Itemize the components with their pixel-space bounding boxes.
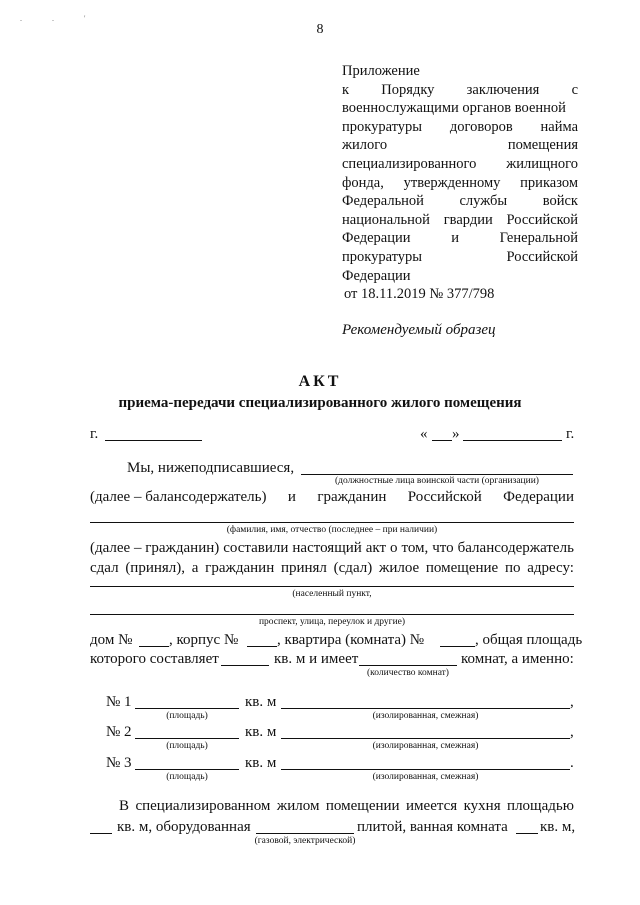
word: жилом [276, 798, 320, 814]
room-1-area-caption: (площадь) [166, 711, 208, 721]
appendix-line [342, 118, 578, 137]
word: к [342, 81, 350, 98]
word: прокуратуры [342, 248, 423, 265]
word: договоров [449, 118, 513, 135]
stove-type-field[interactable] [256, 833, 354, 834]
appendix-line [342, 136, 578, 155]
citizen-name-field[interactable] [90, 522, 574, 523]
rooms-suffix: комнат, а именно: [461, 651, 574, 667]
word: принял [280, 560, 327, 576]
kitchen-line [119, 798, 574, 815]
word: Российской [506, 211, 578, 228]
city-field[interactable] [105, 440, 202, 441]
document-subtitle: приема-передачи специализированного жилого помещения [118, 395, 522, 411]
bathroom-label: плитой, ванная комната [357, 819, 508, 835]
word: службы [459, 193, 508, 210]
stove-caption: (газовой, электрической) [254, 836, 356, 846]
word: гражданин [317, 489, 387, 505]
day-field[interactable] [432, 440, 452, 441]
officials-caption: (должностные лица воинской части (организации) [335, 476, 539, 486]
room-1-area-field[interactable] [135, 708, 239, 709]
room-3-area-caption: (площадь) [166, 772, 208, 782]
word: прокуратуры [342, 118, 423, 135]
word: Порядку [381, 81, 435, 98]
word: (принял), [125, 560, 186, 576]
word: Федеральной [342, 193, 424, 210]
appendix-order-ref: от 18.11.2019 № 377/798 [344, 286, 495, 303]
word: фонда, [342, 174, 384, 191]
word: помещения [507, 137, 578, 154]
word: специализированного [342, 155, 477, 172]
word: гражданин [205, 560, 275, 576]
appendix-line [342, 174, 578, 193]
room-3-type-caption: (изолированная, смежная) [372, 772, 479, 782]
room-1-unit: кв. м [245, 694, 277, 710]
settlement-caption: (населенный пункт, [292, 589, 372, 599]
room-3-label: № 3 [106, 755, 132, 771]
word: (далее – гражданин) [90, 540, 220, 556]
word: составили [223, 540, 289, 556]
house-label: дом № [90, 632, 133, 648]
year-label: г. [566, 426, 575, 442]
word: с [571, 81, 578, 98]
word: Российской [506, 248, 578, 265]
word: приказом [520, 174, 578, 191]
appendix-line [342, 81, 578, 100]
page-number: 8 [316, 22, 324, 37]
city-label: г. [90, 426, 99, 442]
room-1-type-caption: (изолированная, смежная) [372, 711, 479, 721]
word: а [191, 560, 199, 576]
month-year-field[interactable] [463, 440, 562, 441]
word: о [390, 540, 398, 556]
street-caption: проспект, улица, переулок и другие) [258, 617, 406, 627]
document-title: АКТ [298, 373, 342, 390]
word: настоящий [292, 540, 362, 556]
korpus-field[interactable] [247, 646, 277, 647]
word: адресу: [527, 560, 574, 576]
intro-text: Мы, нижеподписавшиеся, [127, 460, 295, 476]
word: жилое [378, 560, 420, 576]
word: кухня [463, 798, 501, 814]
room-2-label: № 2 [106, 724, 132, 740]
appendix-line [342, 155, 578, 174]
word: акт [365, 540, 387, 556]
scan-specks: . . ' [20, 14, 100, 23]
room-2-unit: кв. м [245, 724, 277, 740]
word: по [504, 560, 521, 576]
word: найма [540, 118, 578, 135]
rooms-count-field[interactable] [359, 665, 457, 666]
word: В [119, 798, 130, 814]
word: имеется [406, 798, 458, 814]
word: сдал [90, 560, 119, 576]
kitchen-area-field[interactable] [90, 833, 112, 834]
word: войск [542, 193, 578, 210]
appendix-line: Приложение [342, 63, 420, 79]
date-open-quote: « [420, 426, 428, 442]
korpus-label: , корпус № [169, 632, 239, 648]
room-3-end: . [570, 755, 574, 771]
recommended-sample-label: Рекомендуемый образец [342, 322, 496, 338]
date-close-quote: » [452, 426, 460, 442]
word: Федерации [503, 489, 574, 505]
word: специализированном [135, 798, 271, 814]
officials-field[interactable] [301, 474, 573, 475]
appendix-line [342, 229, 578, 248]
word: жилого [342, 137, 388, 154]
word: помещении [325, 798, 400, 814]
room-2-area-field[interactable] [135, 738, 239, 739]
word: заключения [466, 81, 540, 98]
handed-line [90, 560, 574, 577]
appendix-block [342, 62, 578, 304]
room-3-unit: кв. м [245, 755, 277, 771]
area-prefix: которого составляет [90, 651, 219, 667]
bathroom-area-field[interactable] [516, 833, 538, 834]
appendix-line: военнослужащими органов военной [342, 100, 566, 117]
word: Генеральной [499, 230, 578, 247]
rooms-count-caption: (количество комнат) [367, 668, 449, 678]
word: утвержденному [403, 174, 501, 191]
word: помещение [425, 560, 499, 576]
area-unit-label: кв. м и имеет [274, 651, 359, 667]
room-2-type-caption: (изолированная, смежная) [372, 741, 479, 751]
word: и [451, 230, 459, 247]
bathroom-unit-label: кв. м, [540, 819, 576, 835]
word: и [287, 489, 296, 505]
kitchen-unit-label: кв. м, оборудованная [117, 819, 251, 835]
word: площадью [507, 798, 574, 814]
word: гвардии [443, 211, 493, 228]
word: национальной [342, 211, 430, 228]
total-area-field[interactable] [221, 665, 269, 666]
room-3-type-field[interactable] [281, 769, 570, 770]
appendix-line: Федерации [342, 267, 411, 284]
room-2-area-caption: (площадь) [166, 741, 208, 751]
word: что [432, 540, 454, 556]
word: жилищного [506, 155, 578, 172]
total-area-label: , общая площадь [475, 632, 583, 648]
word: Российской [407, 489, 482, 505]
word: Федерации [342, 230, 411, 247]
appendix-line [342, 192, 578, 211]
apartment-field[interactable] [440, 646, 475, 647]
appendix-line [342, 211, 578, 230]
word: (сдал) [333, 560, 373, 576]
room-2-type-field[interactable] [281, 738, 570, 739]
citizen-line [90, 540, 574, 557]
fio-caption: (фамилия, имя, отчество (последнее – при наличии) [226, 525, 438, 535]
room-2-end: , [570, 724, 574, 740]
appendix-line [342, 248, 578, 267]
settlement-field[interactable] [90, 586, 574, 587]
room-1-end: , [570, 694, 574, 710]
apartment-label: , квартира (комната) № [277, 632, 425, 648]
holder-line [90, 489, 574, 506]
house-number-field[interactable] [139, 646, 169, 647]
room-3-area-field[interactable] [135, 769, 239, 770]
word: том, [401, 540, 429, 556]
word: балансодержатель [457, 540, 574, 556]
street-field[interactable] [90, 614, 574, 615]
room-1-type-field[interactable] [281, 708, 570, 709]
word: (далее – балансодержатель) [90, 489, 267, 505]
room-1-label: № 1 [106, 694, 132, 710]
